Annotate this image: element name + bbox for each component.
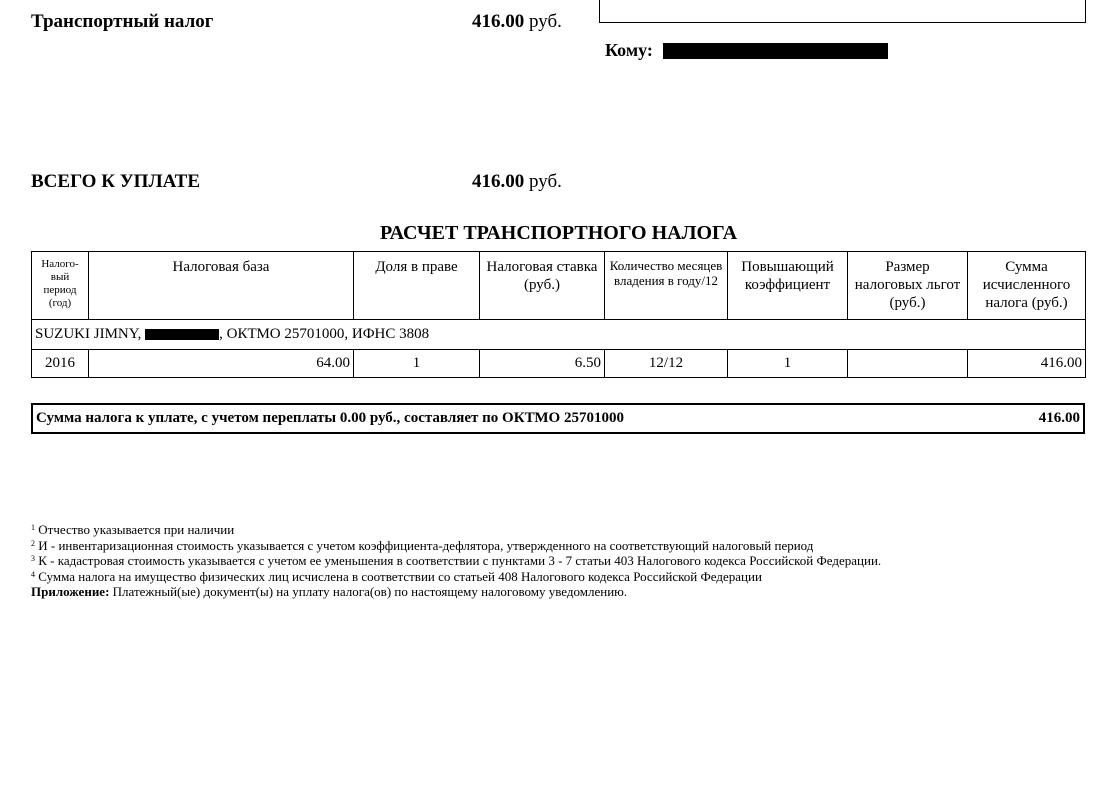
oktmo-summary-text: Сумма налога к уплате, с учетом переплаты 0.00 руб., составляет по ОКТМО 25701000 [36,410,624,426]
address-box [599,0,1086,23]
vehicle-row [32,320,1086,350]
footnote-4 [31,569,881,585]
total-amount-currency: руб. [529,171,562,192]
oktmo-summary-value: 416.00 [1038,410,1080,426]
recipient-redaction [663,43,888,59]
calc-table [31,251,1086,378]
footnote-1 [31,522,881,538]
footnote-mark: 2 [31,538,35,548]
cell-coef: 1 [728,350,848,378]
header-period: Налого-вый период (год) [32,252,89,320]
footnote-text: К - кадастровая стоимость указывается с учетом ее уменьшения в соответствии с пунктами 3 - 7 статьи 403 Налогового кодекса Российской Федерации. [38,553,882,568]
vehicle-cell [32,320,1086,350]
header-rate: Налоговая ставка (руб.) [480,252,605,320]
cell-base: 64.00 [89,350,354,378]
footnote-mark: 4 [31,569,35,579]
tax-name: Транспортный налог [31,11,214,32]
footnote-3 [31,553,881,569]
footnote-mark: 3 [31,554,35,563]
footnote-text: Сумма налога на имущество физических лиц исчислена в соответствии со статьей 408 Налогового кодекса Российской Федерации [38,568,762,584]
footnote-text: И - инвентаризационная стоимость указывается с учетом коэффициента-дефлятора, утвержденного на соответствующий налоговый период [38,537,814,553]
cell-share: 1 [354,350,480,378]
appendix [31,584,881,600]
cell-months: 12/12 [605,350,728,378]
header-sum: Сумма исчисленного налога (руб.) [968,252,1086,320]
appendix-text: Платежный(ые) документ(ы) на уплату налога(ов) по настоящему налоговому уведомлению. [112,584,628,599]
cell-period: 2016 [32,350,89,378]
recipient-label: Кому: [605,40,653,60]
vehicle-name: SUZUKI JIMNY, [35,326,142,342]
header-benefits: Размер налоговых льгот (руб.) [848,252,968,320]
header-base: Налоговая база [89,252,354,320]
total-amount-value: 416.00 [472,171,525,192]
cell-sum: 416.00 [968,350,1086,378]
total-label: ВСЕГО К УПЛАТЕ [31,171,201,192]
calc-header-row [32,252,1086,320]
total-amount [472,171,562,193]
header-months: Количество месяцев владения в году/12 [605,252,728,320]
vehicle-details: , ОКТМО 25701000, ИФНС 3808 [219,326,430,342]
footnotes [31,522,881,600]
cell-rate: 6.50 [480,350,605,378]
header-coef: Повышающий коэффициент [728,252,848,320]
header-share: Доля в праве [354,252,480,320]
cell-benefits [848,350,968,378]
oktmo-summary [31,403,1085,434]
tax-amount-currency: руб. [529,11,562,32]
tax-amount-value: 416.00 [472,11,525,32]
footnote-mark: 1 [31,523,35,532]
footnote-text: Отчество указывается при наличии [38,522,235,537]
calc-title: РАСЧЕТ ТРАНСПОРТНОГО НАЛОГА [379,222,738,244]
table-row [32,350,1086,378]
vehicle-redaction [145,329,219,340]
tax-amount [472,11,562,33]
footnote-2 [31,538,881,554]
appendix-label: Приложение: [31,584,110,599]
